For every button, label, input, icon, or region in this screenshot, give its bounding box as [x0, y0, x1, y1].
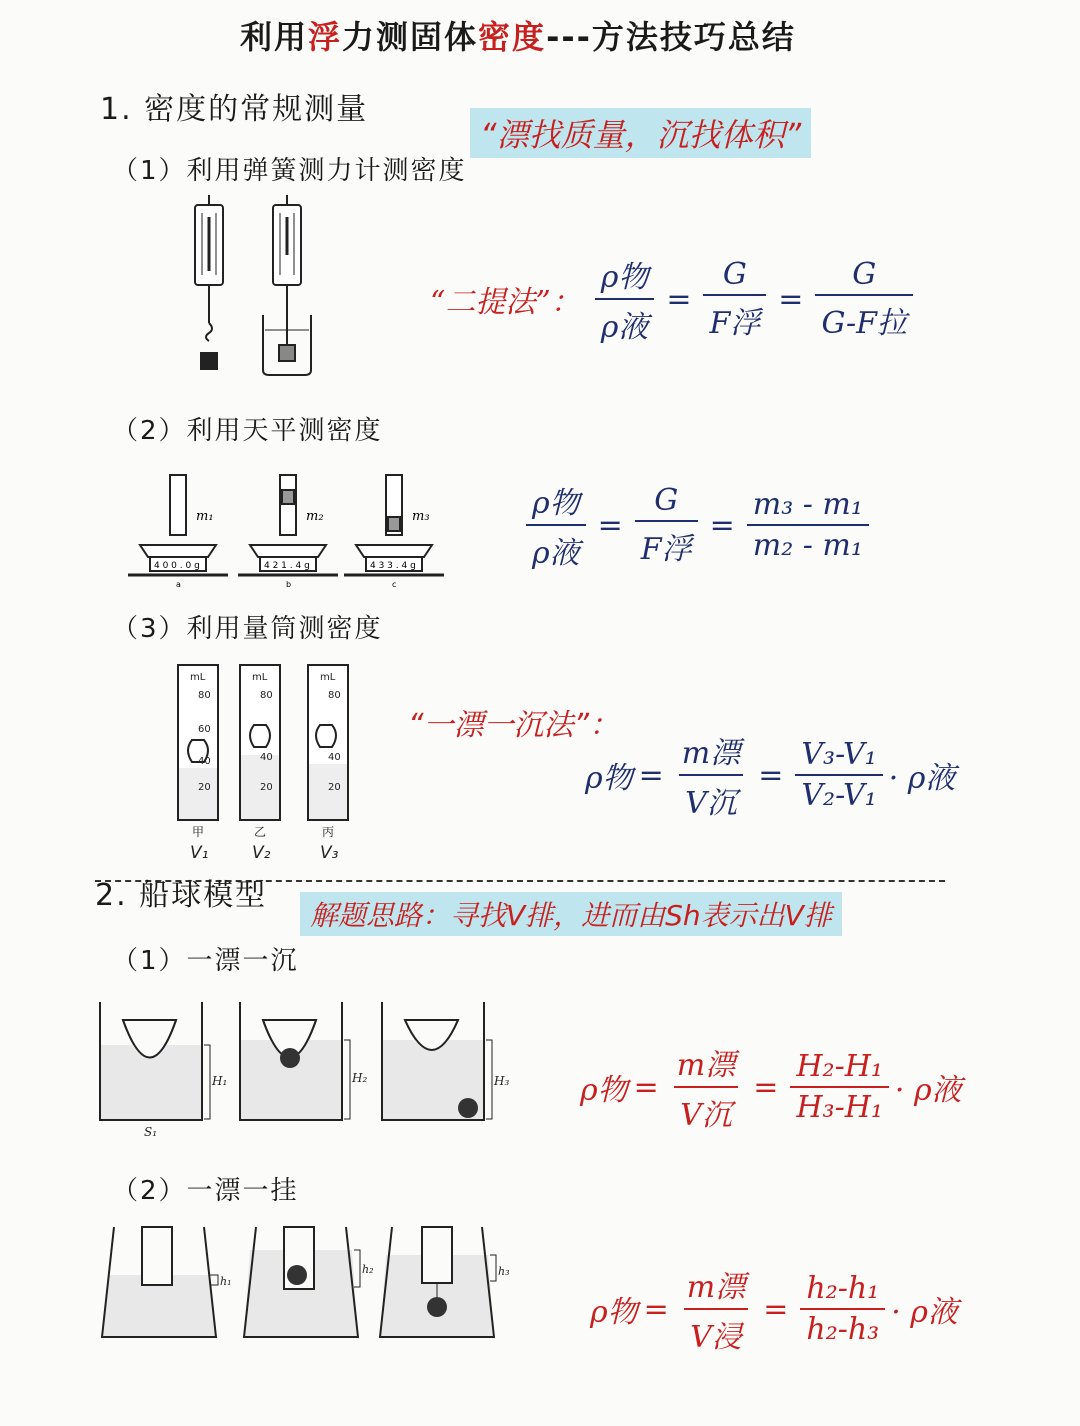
section1-slogan: “漂找质量，沉找体积”	[470, 108, 811, 158]
fraction	[790, 1049, 889, 1125]
fraction	[676, 728, 746, 822]
cylinder-caption: 甲	[192, 825, 205, 839]
numerator: V₃-V₁	[801, 737, 877, 772]
denominator: G-F拉	[815, 294, 912, 342]
denominator: V₂-V₁	[795, 774, 882, 813]
tick: 80	[198, 690, 211, 701]
denominator: F浮	[635, 520, 698, 568]
height-label: H₁	[212, 1074, 228, 1088]
spring-scale-1	[195, 195, 223, 369]
balance-caption: a	[176, 580, 181, 589]
sub1-heading: （1）利用弹簧测力计测密度	[112, 156, 467, 186]
denominator: V沉	[679, 774, 743, 822]
formula-tail: · ρ液	[891, 1295, 958, 1330]
cylinder-caption: 丙	[322, 825, 335, 839]
height-label: H₃	[494, 1074, 510, 1088]
spring-scale-2	[263, 195, 311, 375]
formula-tail: · ρ液	[888, 761, 956, 796]
formula-tail: · ρ液	[894, 1073, 962, 1108]
tick: 20	[260, 782, 273, 793]
numerator: ρ物	[600, 260, 649, 295]
boat-ball-hang-diagram	[98, 1225, 528, 1350]
fraction	[595, 252, 655, 346]
volume-label: V₃	[320, 843, 339, 863]
tick: 60	[198, 724, 211, 735]
boat-ball-sink-diagram	[98, 1000, 528, 1140]
fraction	[635, 483, 698, 568]
denominator: V沉	[674, 1086, 738, 1134]
tick: 40	[260, 752, 273, 763]
method-label: “二提法”：	[430, 285, 581, 320]
fraction	[703, 257, 766, 342]
numerator: m漂	[686, 1270, 746, 1305]
height-label: h₁	[220, 1275, 232, 1288]
balance-readout: 4 2 1 . 4 g	[264, 561, 310, 571]
tick: 20	[198, 782, 211, 793]
height-label: H₂	[352, 1071, 368, 1085]
tick: 40	[328, 752, 341, 763]
balance-readout: 4 3 3 . 4 g	[370, 561, 416, 571]
balance-label: m₂	[306, 509, 324, 524]
balance-diagram	[128, 445, 448, 589]
section2-heading: 2. 船球模型	[95, 878, 268, 913]
balance-caption: c	[392, 580, 397, 589]
fraction	[747, 487, 869, 563]
title-part: ---方法技巧总结	[546, 18, 796, 56]
height-label: h₂	[362, 1263, 374, 1276]
tick: 80	[328, 690, 341, 701]
numerator: H₂-H₁	[796, 1049, 883, 1084]
denominator: ρ液	[526, 524, 586, 572]
cylinder-unit: mL	[190, 672, 206, 683]
title-part: 利用	[240, 18, 309, 56]
fraction	[671, 1040, 741, 1134]
fraction	[815, 257, 912, 342]
numerator: m₃ - m₁	[752, 487, 863, 522]
title-part: 力测固体	[342, 18, 479, 56]
formula-lhs: ρ物	[580, 1073, 628, 1108]
denominator: m₂ - m₁	[747, 524, 869, 563]
denominator: H₃-H₁	[790, 1086, 889, 1125]
formula-boat-hang: ρ物 = $\frac{\text{m漂}}{\text{V浸}}$ = $\frac{\text{h₂-h₁}}{\text{h₂-h₃}}$ · ρ液	[590, 1262, 958, 1356]
title-part-highlight: 密度	[478, 18, 547, 56]
formula-boat-sink: ρ物 = $\frac{\text{m漂}}{\text{V沉}}$ = $\frac{\text{H₂-H₁}}{\text{H₃-H₁}}$ · ρ液	[580, 1040, 962, 1134]
cylinder-caption: 乙	[254, 825, 267, 839]
section1-heading: 1. 密度的常规测量	[100, 92, 369, 127]
numerator: m漂	[676, 1048, 736, 1083]
denominator: F浮	[703, 294, 766, 342]
numerator: m漂	[681, 736, 741, 771]
title-part-highlight: 浮	[308, 18, 343, 56]
numerator: h₂-h₁	[806, 1271, 880, 1306]
fraction	[800, 1271, 885, 1347]
sub2-2-heading: （2）一漂一挂	[112, 1176, 299, 1206]
denominator: ρ液	[595, 298, 655, 346]
tick: 40	[198, 756, 211, 767]
balance-label: m₁	[196, 509, 214, 524]
balance-label: m₃	[412, 509, 430, 524]
formula-cylinder: ρ物 = $\frac{\text{m漂}}{\text{V沉}}$ = $\frac{\text{V₃-V₁}}{\text{V₂-V₁}}$ · ρ液	[585, 728, 955, 822]
numerator: G	[654, 482, 679, 518]
area-label: S₁	[144, 1125, 158, 1139]
denominator: V浸	[684, 1308, 748, 1356]
height-label: h₃	[498, 1265, 510, 1278]
denominator: h₂-h₃	[800, 1308, 885, 1347]
cylinder-unit: mL	[252, 672, 268, 683]
volume-label: V₁	[190, 843, 209, 863]
balance-readout: 4 0 0 . 0 g	[154, 561, 200, 571]
formula-lhs: ρ物	[590, 1295, 638, 1330]
numerator: G	[722, 256, 747, 292]
method-label: “一漂一沉法”：	[408, 708, 620, 743]
section2-idea: 解题思路：寻找V排，进而由Sh表示出V排	[300, 892, 842, 936]
page-title	[240, 12, 796, 58]
tick: 80	[260, 690, 273, 701]
numerator: G	[852, 256, 877, 292]
formula-balance: $\frac{\text{ρ物}}{\text{ρ液}}$ = $\frac{G}{\text{F浮}}$ = $\frac{\text{m₃ - m₁}}{\text{m₂ - m₁}}$	[520, 478, 875, 572]
fraction	[795, 737, 882, 813]
volume-label: V₂	[252, 843, 271, 863]
fraction	[526, 478, 586, 572]
cylinder-unit: mL	[320, 672, 336, 683]
measuring-cylinder-diagram	[170, 660, 370, 865]
tick: 20	[328, 782, 341, 793]
sub2-heading: （2）利用天平测密度	[112, 416, 383, 446]
sub2-1-heading: （1）一漂一沉	[112, 946, 299, 976]
fraction	[681, 1262, 751, 1356]
balance-caption: b	[286, 580, 292, 589]
numerator: ρ物	[532, 486, 580, 521]
formula-lhs: ρ物	[585, 761, 633, 796]
spring-scale-diagram	[185, 195, 315, 380]
formula-two-lift: “二提法”： $\frac{\text{ρ物}}{\text{ρ液}}$ = $\frac{G}{\text{F浮}}$ = $\frac{G}{\text{G-F拉}}$	[430, 252, 919, 346]
sub3-heading: （3）利用量筒测密度	[112, 614, 383, 644]
